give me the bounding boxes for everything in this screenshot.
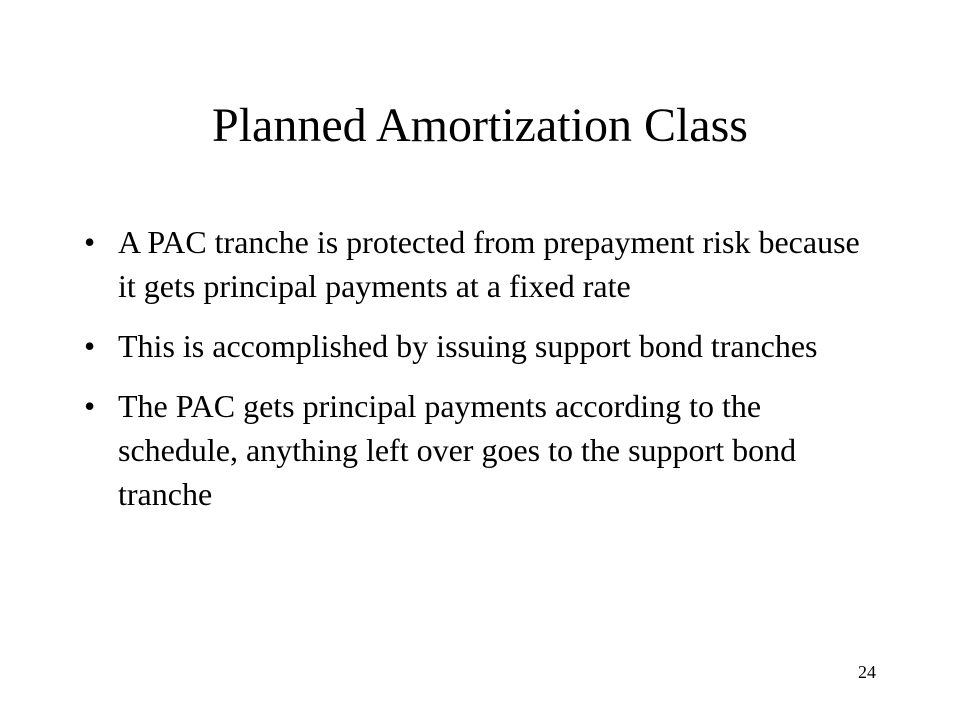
bullet-dot-icon: •	[84, 388, 96, 424]
bullet-text: This is accomplished by issuing support bond tranches	[118, 328, 818, 364]
bullet-dot-icon: •	[84, 224, 96, 260]
page-number: 24	[858, 662, 876, 682]
bullet-text: A PAC tranche is protected from prepayment risk because it gets principal payments at a fixed rate	[118, 224, 860, 304]
bullet-item	[80, 220, 870, 308]
bullet-item	[80, 324, 870, 368]
slide-title: Planned Amortization Class	[212, 99, 748, 152]
bullet-item	[80, 384, 870, 516]
bullet-text: The PAC gets principal payments according to the schedule, anything left over goes to the support bond tranche	[118, 388, 797, 512]
bullet-dot-icon: •	[84, 328, 96, 364]
bullet-list	[80, 220, 870, 532]
